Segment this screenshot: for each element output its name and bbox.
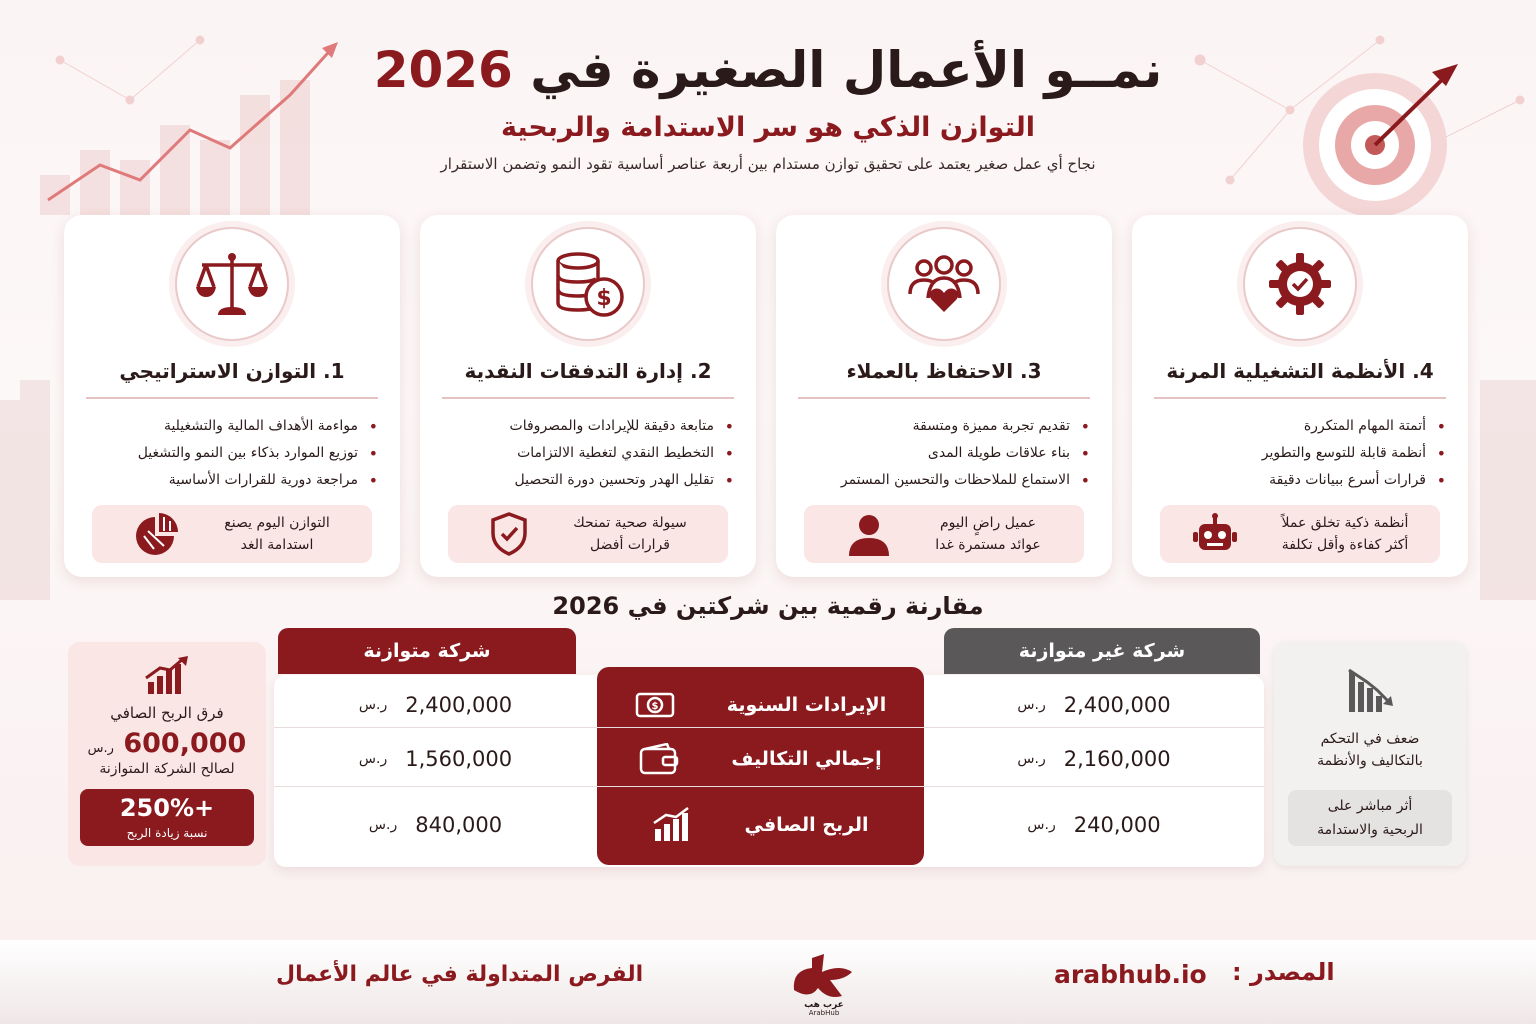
list-item: • توزيع الموارد بذكاء بين النمو والتشغيل bbox=[86, 440, 378, 467]
card-highlight bbox=[804, 505, 1084, 563]
currency-label: ر.س bbox=[1017, 697, 1046, 713]
value-number: 1,560,000 bbox=[405, 747, 513, 771]
profit-diff-number: 600,000 bbox=[123, 728, 247, 759]
card-customer-retention bbox=[776, 215, 1112, 577]
list-item: • مراجعة دورية للقرارات الأساسية bbox=[86, 467, 378, 494]
highlight-line: عميل راضٍ اليوم bbox=[939, 515, 1037, 531]
highlight-line: عوائد مستمرة غدا bbox=[935, 537, 1041, 553]
impact-note bbox=[1288, 790, 1452, 846]
card-list bbox=[442, 413, 734, 494]
balance-scale-icon bbox=[175, 227, 289, 341]
svg-text:ArabHub: ArabHub bbox=[808, 1009, 840, 1016]
profit-increase-value: +250% bbox=[119, 794, 215, 822]
unbalanced-summary bbox=[1274, 642, 1466, 866]
metric-label bbox=[597, 729, 924, 789]
list-item: • الاستماع للملاحظات والتحسين المستمر bbox=[798, 467, 1090, 494]
title-text: نمــو الأعمال الصغيرة في bbox=[530, 41, 1163, 99]
table-row bbox=[274, 788, 1264, 862]
summary-line: بالتكاليف والأنظمة bbox=[1317, 753, 1423, 769]
list-item: • تقليل الهدر وتحسين دورة التحصيل bbox=[442, 467, 734, 494]
header bbox=[0, 30, 1536, 173]
highlight-line: سيولة صحية تمنحك bbox=[573, 515, 687, 531]
card-list bbox=[1154, 413, 1446, 494]
card-title: 4. الأنظمة التشغيلية المرنة bbox=[1154, 359, 1446, 399]
highlight-line: التوازن اليوم يصنع bbox=[224, 515, 330, 531]
balanced-value bbox=[274, 729, 597, 789]
card-title: 1. التوازن الاستراتيجي bbox=[86, 359, 378, 399]
unbalanced-value bbox=[924, 729, 1264, 789]
profit-diff-label: فرق الربح الصافي bbox=[110, 704, 224, 722]
source-label: المصدر : bbox=[1232, 958, 1335, 986]
pie-chart-icon bbox=[134, 511, 180, 557]
metric-name: الربح الصافي bbox=[744, 814, 869, 836]
metric-label bbox=[597, 675, 924, 735]
unbalanced-value bbox=[924, 675, 1264, 735]
impact-line: أثر مباشر على bbox=[1327, 798, 1413, 814]
card-title: 2. إدارة التدفقات النقدية bbox=[442, 359, 734, 399]
card-highlight bbox=[92, 505, 372, 563]
money-icon bbox=[635, 691, 675, 719]
svg-text:$: $ bbox=[596, 286, 612, 311]
card-strategic-balance bbox=[64, 215, 400, 577]
card-operational-systems bbox=[1132, 215, 1468, 577]
svg-text:عرب هب: عرب هب bbox=[804, 1000, 844, 1010]
card-list bbox=[798, 413, 1090, 494]
value-number: 2,160,000 bbox=[1063, 747, 1171, 771]
coins-dollar-icon bbox=[531, 227, 645, 341]
balanced-value bbox=[274, 788, 597, 862]
highlight-line: أكثر كفاءة وأقل تكلفة bbox=[1281, 537, 1409, 553]
currency-label: ر.س bbox=[358, 697, 388, 713]
metric-label bbox=[597, 788, 924, 862]
list-item: • قرارات أسرع ببيانات دقيقة bbox=[1154, 467, 1446, 494]
unbalanced-company-header: شركة غير متوازنة bbox=[944, 628, 1260, 674]
people-heart-icon bbox=[887, 227, 1001, 341]
comparison-title: مقارنة رقمية بين شركتين في 2026 bbox=[552, 592, 984, 620]
summary-line: ضعف في التحكم bbox=[1320, 731, 1420, 747]
shield-check-icon bbox=[489, 511, 529, 557]
declining-chart-icon bbox=[1345, 666, 1395, 716]
currency-label: ر.س bbox=[1017, 751, 1046, 767]
wallet-icon bbox=[639, 743, 679, 775]
intro-text: نجاح أي عمل صغير يعتمد على تحقيق توازن مستدام بين أربعة عناصر أساسية تقود النمو وتضمن الاستقرار bbox=[440, 155, 1096, 173]
profit-increase-badge bbox=[80, 789, 254, 846]
list-item: • متابعة دقيقة للإيرادات والمصروفات bbox=[442, 413, 734, 440]
rising-chart-icon bbox=[144, 656, 190, 696]
growth-chart-icon bbox=[652, 807, 692, 843]
unbalanced-value bbox=[924, 788, 1264, 862]
currency-label: ر.س bbox=[358, 751, 388, 767]
robot-icon bbox=[1192, 512, 1238, 556]
currency-label: ر.س bbox=[368, 817, 398, 833]
table-row bbox=[274, 729, 1264, 789]
user-icon bbox=[847, 512, 891, 556]
card-title: 3. الاحتفاظ بالعملاء bbox=[798, 359, 1090, 399]
value-number: 240,000 bbox=[1073, 813, 1161, 837]
profit-diff-value bbox=[68, 728, 266, 759]
list-item: • مواءمة الأهداف المالية والتشغيلية bbox=[86, 413, 378, 440]
value-number: 2,400,000 bbox=[405, 693, 513, 717]
card-highlight bbox=[1160, 505, 1440, 563]
highlight-line: أنظمة ذكية تخلق عملاً bbox=[1281, 515, 1409, 531]
highlight-line: استدامة الغد bbox=[240, 537, 314, 553]
page-subtitle: التوازن الذكي هو سر الاستدامة والربحية bbox=[500, 112, 1036, 143]
metric-name: إجمالي التكاليف bbox=[731, 748, 882, 770]
list-item: • بناء علاقات طويلة المدى bbox=[798, 440, 1090, 467]
source-link[interactable]: arabhub.io bbox=[1054, 960, 1207, 989]
value-number: 2,400,000 bbox=[1063, 693, 1171, 717]
highlight-line: قرارات أفضل bbox=[590, 537, 670, 553]
arabhub-logo bbox=[784, 950, 864, 1016]
table-row bbox=[274, 675, 1264, 735]
profit-diff-note: لصالح الشركة المتوازنة bbox=[99, 761, 235, 777]
impact-line: الربحية والاستدامة bbox=[1317, 822, 1423, 838]
profit-difference bbox=[68, 642, 266, 866]
footer-tagline: الفرص المتداولة في عالم الأعمال bbox=[276, 962, 644, 987]
currency-label: ر.س bbox=[87, 741, 114, 756]
list-item: • أتمتة المهام المتكررة bbox=[1154, 413, 1446, 440]
balanced-company-header: شركة متوازنة bbox=[278, 628, 576, 674]
pillars-cards bbox=[63, 215, 1468, 577]
card-cash-flow bbox=[420, 215, 756, 577]
page-title bbox=[0, 30, 1536, 110]
list-item: • تقديم تجربة مميزة ومتسقة bbox=[798, 413, 1090, 440]
profit-increase-label: نسبة زيادة الربح bbox=[126, 826, 208, 840]
svg-text:$: $ bbox=[651, 701, 659, 712]
card-list bbox=[86, 413, 378, 494]
metric-name: الإيرادات السنوية bbox=[726, 694, 887, 716]
currency-label: ر.س bbox=[1027, 817, 1056, 833]
title-year: 2026 bbox=[373, 41, 513, 99]
value-number: 840,000 bbox=[415, 813, 503, 837]
list-item: • أنظمة قابلة للتوسع والتطوير bbox=[1154, 440, 1446, 467]
list-item: • التخطيط النقدي لتغطية الالتزامات bbox=[442, 440, 734, 467]
gear-check-icon bbox=[1243, 227, 1357, 341]
balanced-value bbox=[274, 675, 597, 735]
card-highlight bbox=[448, 505, 728, 563]
